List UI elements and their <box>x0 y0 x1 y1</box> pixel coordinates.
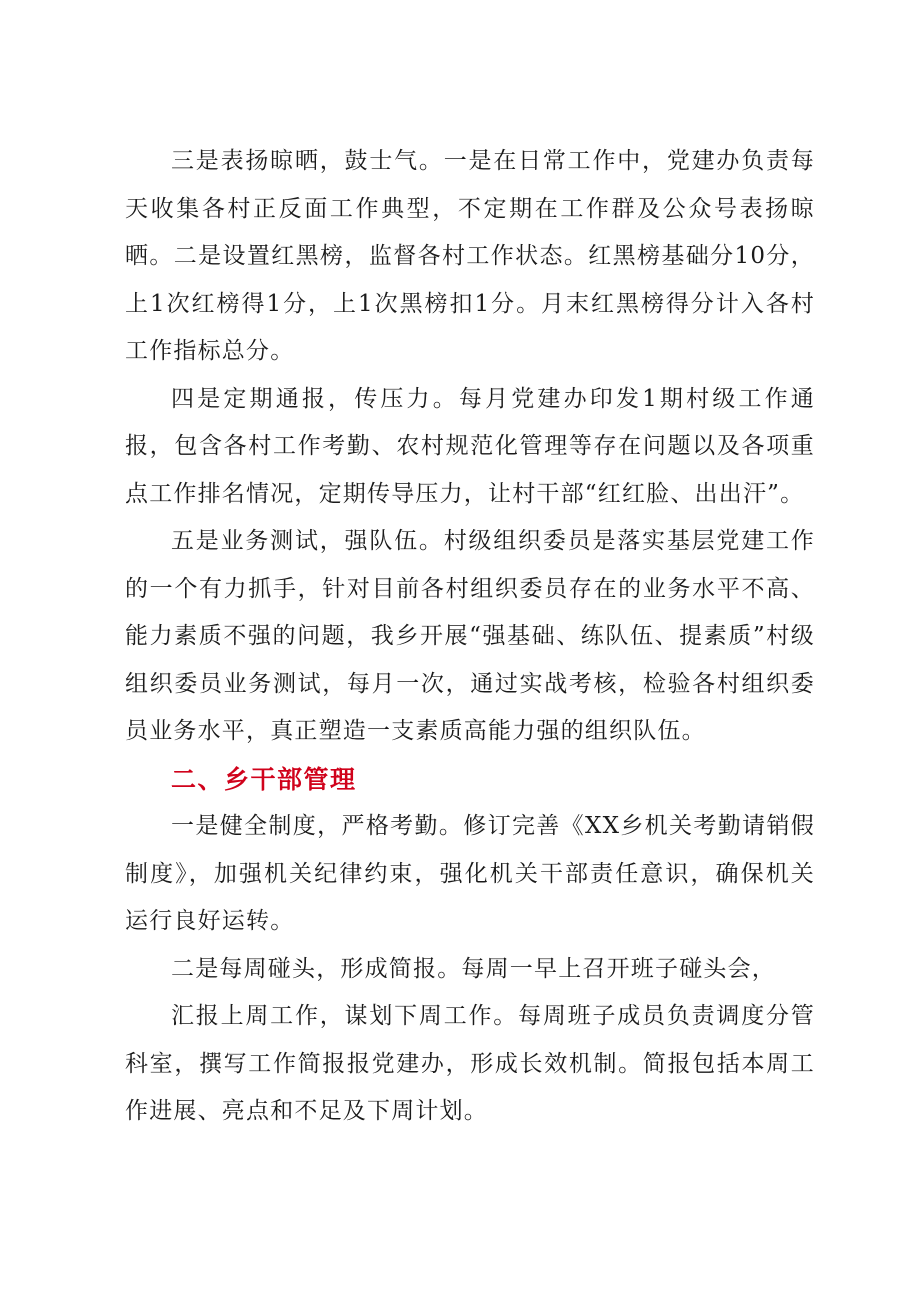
section-heading-cadre-management: 二、乡干部管理 <box>171 764 357 794</box>
paragraph-attendance-system: 一是健全制度，严格考勤。修订完善《XX乡机关考勤请销假制度》，加强机关纪律约束，强化机关干部责任意识，确保机关运行良好运转。 <box>125 813 815 934</box>
paragraph-regular-bulletin: 四是定期通报，传压力。每月党建办印发1期村级工作通报，包含各村工作考勤、农村规范化管理等存在问题以及各项重点工作排名情况，定期传导压力，让村干部“红红脸、出出汗”。 <box>125 385 815 507</box>
paragraph-weekly-meeting: 二是每周碰头，形成简报。每周一早上召开班子碰头会， <box>171 955 776 982</box>
paragraph-weekly-report: 汇报上周工作，谋划下周工作。每周班子成员负责调度分管科室，撰写工作简报报党建办，形成长效机制。简报包括本周工作进展、亮点和不足及下周计划。 <box>125 1003 815 1124</box>
document-body <box>125 138 815 1136</box>
paragraph-business-test: 五是业务测试，强队伍。村级组织委员是落实基层党建工作的一个有力抓手，针对目前各村组织委员存在的业务水平不高、能力素质不强的问题，我乡开展“强基础、练队伍、提素质”村级组织委员业务测试，每月一次，通过实战考核，检验各村组织委员业务水平，真正塑造一支素质高能力强的组织队伍。 <box>125 528 815 744</box>
paragraph-praise-display: 三是表扬晾晒，鼓士气。一是在日常工作中，党建办负责每天收集各村正反面工作典型，不定期在工作群及公众号表扬晾晒。二是设置红黑榜，监督各村工作状态。红黑榜基础分10分，上1次红榜得1分，上1次黑榜扣1分。月末红黑榜得分计入各村工作指标总分。 <box>125 148 815 364</box>
